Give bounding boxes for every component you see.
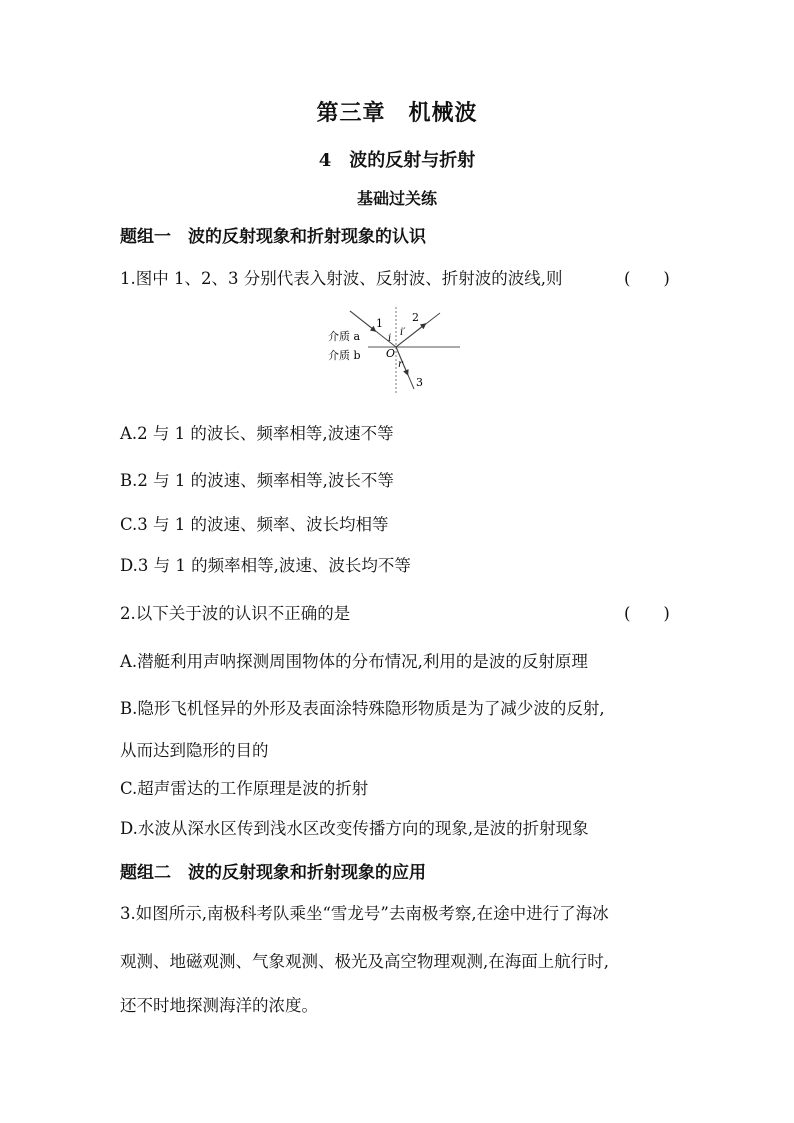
group1-heading: 题组一 波的反射现象和折射现象的认识: [120, 227, 426, 247]
medium-a-label: 介质 a: [328, 330, 361, 343]
section-title: 基础过关练: [356, 189, 437, 208]
q3-line-1: 3.如图所示,南极科考队乘坐“雪龙号”去南极考察,在途中进行了海冰: [120, 904, 609, 923]
q1-option-a: A.2 与 1 的波长、频率相等,波速不等: [120, 424, 394, 443]
lesson-title: 4 波的反射与折射: [318, 150, 476, 171]
q1-diagram: [326, 305, 466, 395]
ray1-label: 1: [376, 317, 383, 330]
angle-r-label: r: [398, 359, 403, 370]
origin-label: O: [386, 347, 396, 360]
angle-i-label: i: [388, 333, 392, 344]
ray2-label: 2: [412, 311, 419, 324]
q1-option-d: D.3 与 1 的频率相等,波速、波长均不等: [120, 556, 411, 575]
ray3-label: 3: [416, 376, 423, 389]
angle-i-prime-label: i′: [400, 327, 406, 338]
q2-option-b-continued: 从而达到隐形的目的: [120, 741, 269, 760]
q2-option-a: A.潜艇利用声呐探测周围物体的分布情况,利用的是波的反射原理: [120, 652, 588, 671]
q1-option-b: B.2 与 1 的波速、频率相等,波长不等: [120, 471, 394, 490]
q2-option-c: C.超声雷达的工作原理是波的折射: [120, 779, 369, 798]
q3-line-2: 观测、地磁观测、气象观测、极光及高空物理观测,在海面上航行时,: [120, 952, 609, 971]
q2-answer-paren: ( ): [624, 604, 670, 623]
medium-b-label: 介质 b: [328, 349, 361, 362]
group2-heading: 题组二 波的反射现象和折射现象的应用: [120, 863, 426, 883]
incident-arrow: [350, 311, 374, 330]
q1-answer-paren: ( ): [624, 269, 670, 288]
chapter-title: 第三章 机械波: [316, 100, 478, 126]
q2-option-d: D.水波从深水区传到浅水区改变传播方向的现象,是波的折射现象: [120, 819, 589, 838]
q3-line-3: 还不时地探测海洋的浓度。: [120, 996, 318, 1015]
q2-option-b: B.隐形飞机怪异的外形及表面涂特殊隐形物质是为了减少波的反射,: [120, 699, 605, 718]
q2-stem: 2.以下关于波的认识不正确的是: [120, 604, 351, 623]
q1-stem: 1.图中 1、2、3 分别代表入射波、反射波、折射波的波线,则: [120, 269, 563, 288]
q1-option-c: C.3 与 1 的波速、频率、波长均相等: [120, 515, 389, 534]
